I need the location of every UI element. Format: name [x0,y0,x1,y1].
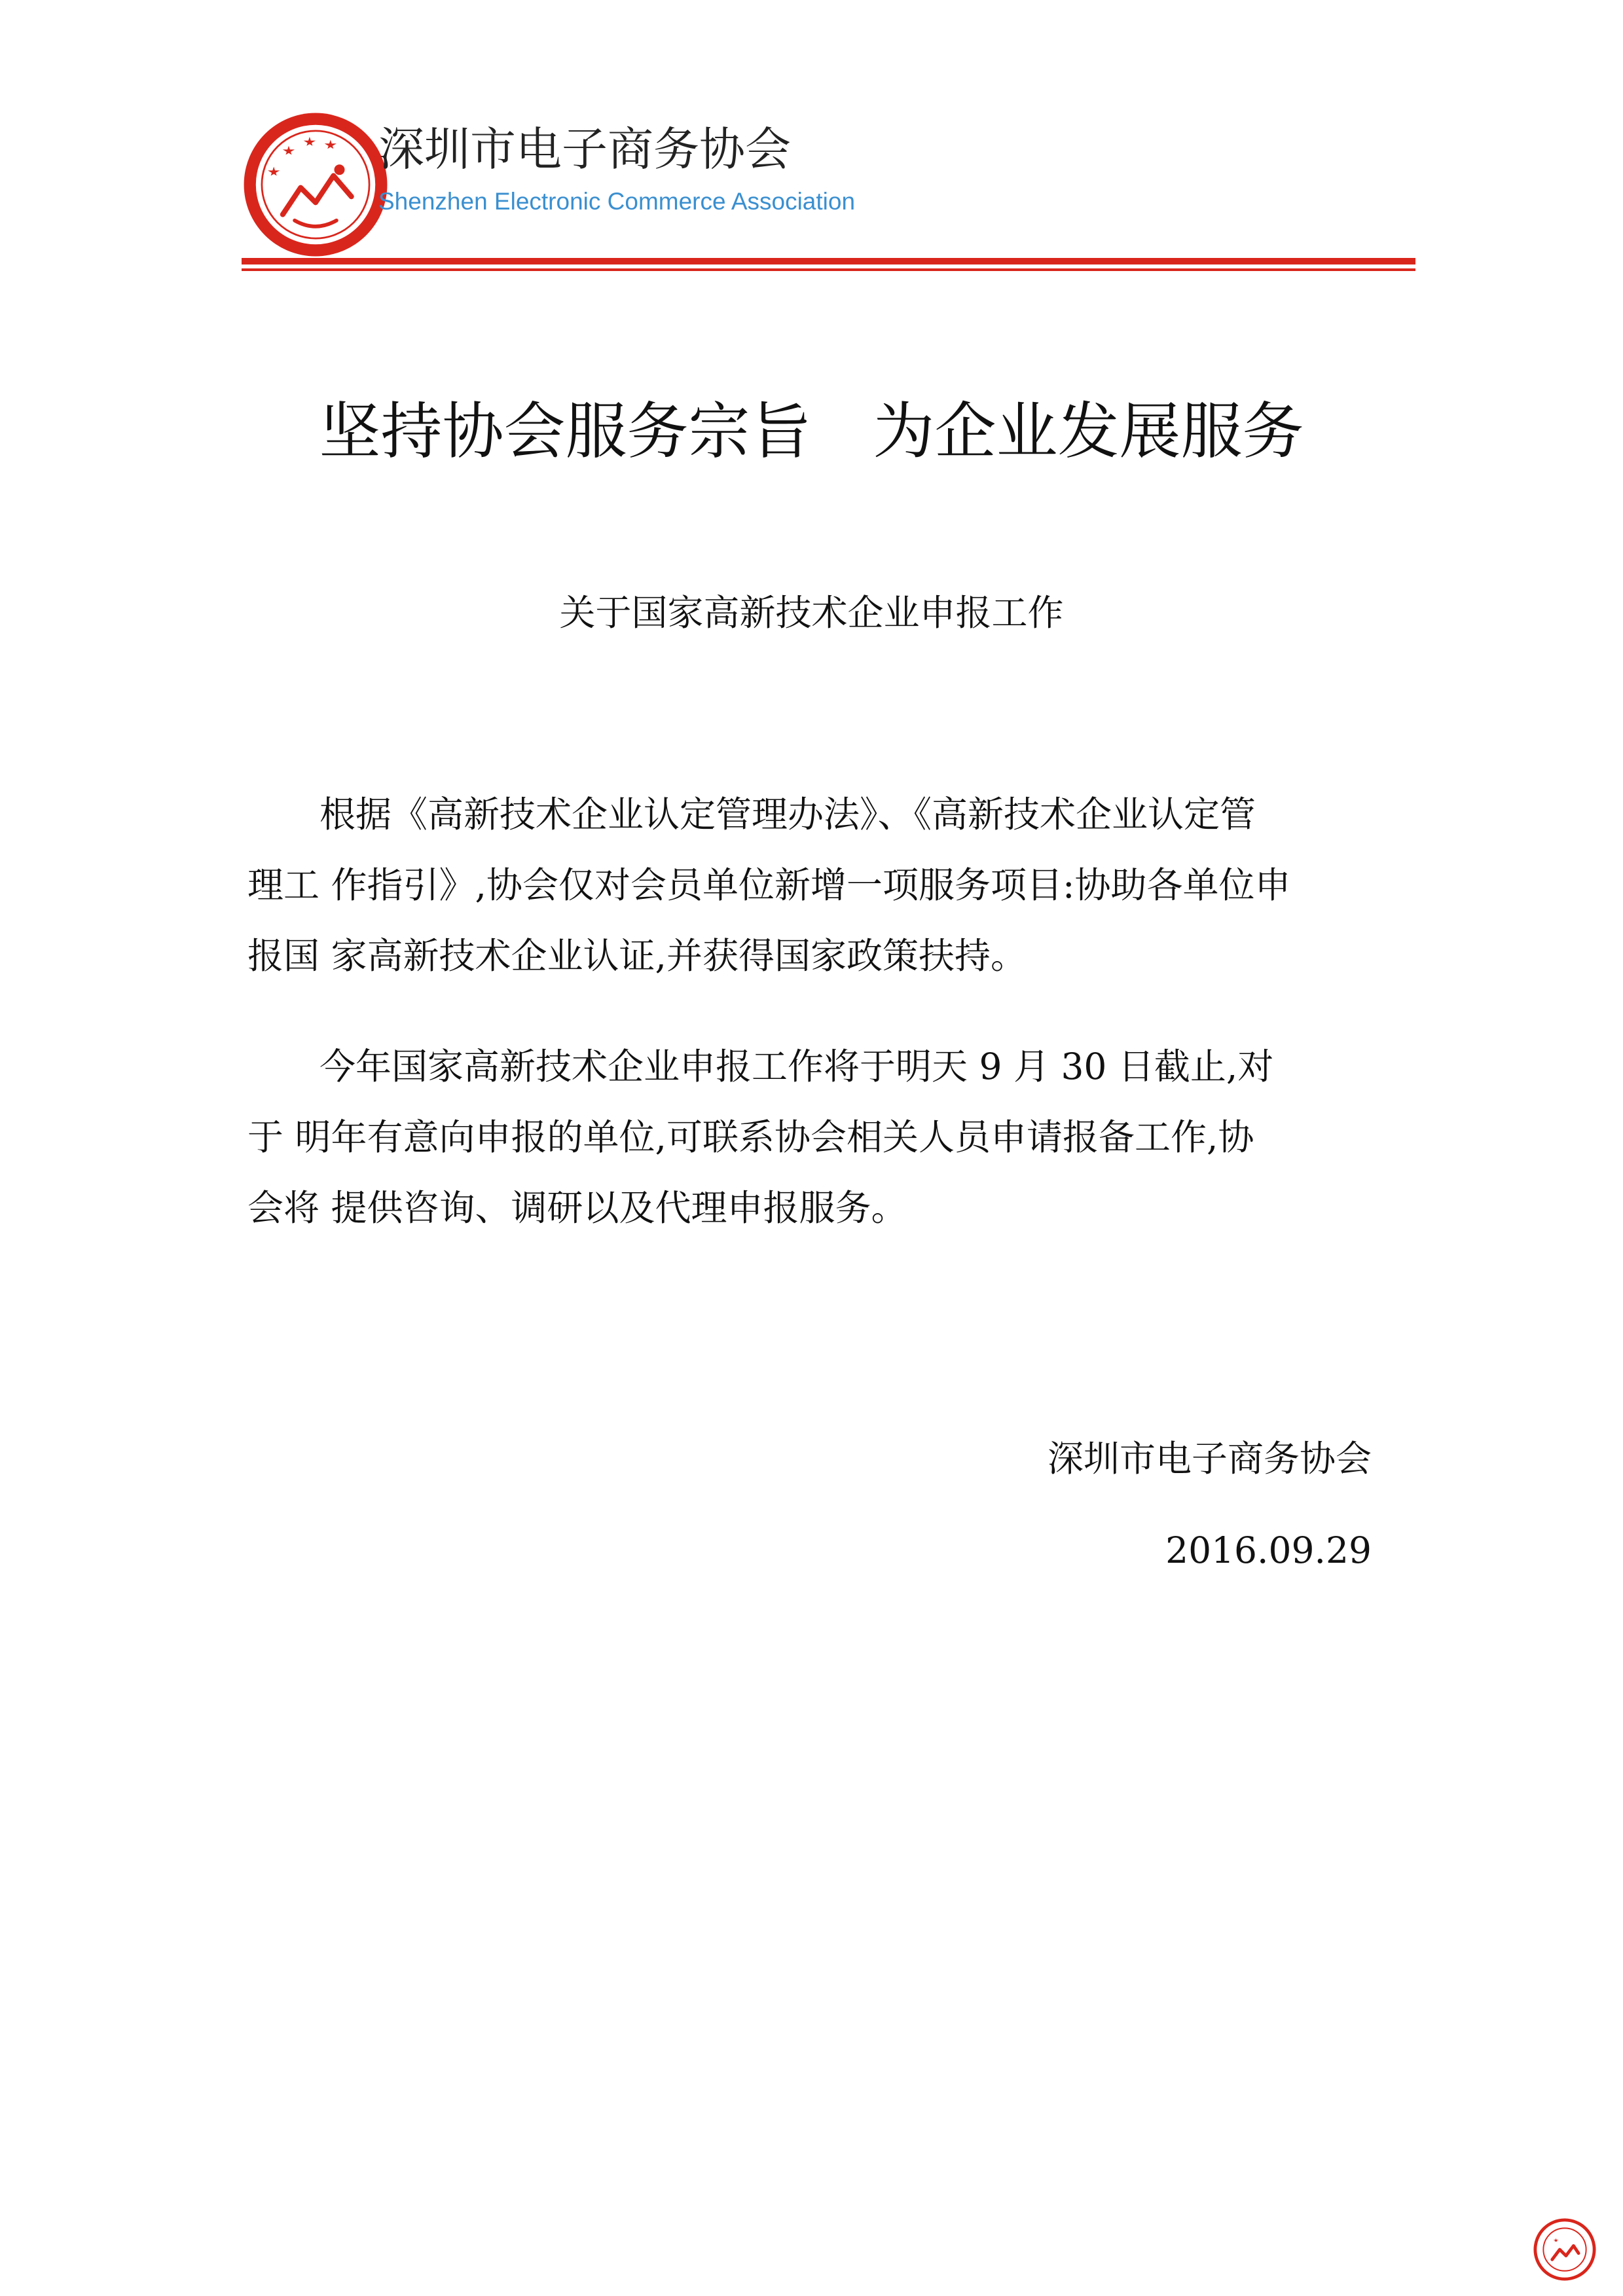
corner-seal-icon [1533,2218,1596,2281]
paragraph-line: 于 明年有意向申报的单位,可联系协会相关人员申请报备工作,协 [247,1116,1254,1158]
header-rule-thin [242,268,1415,271]
document-headline: 坚持协会服务宗旨 为企业发展服务 [319,396,1304,467]
association-seal-logo-icon [241,110,390,259]
paragraph-line: 报国 家高新技术企业认证,并获得国家政策扶持。 [247,935,1027,977]
org-name-cn: 深圳市电子商务协会 [378,122,791,176]
paragraph-line: 今年国家高新技术企业申报工作将于明天 9 月 30 日截止,对 [319,1046,1274,1087]
paragraph-line: 会将 提供咨询、调研以及代理申报服务。 [247,1187,907,1229]
header-rule-thick [242,258,1415,264]
paragraph-line: 理工 作指引》,协会仅对会员单位新增一项服务项目:协助各单位申 [247,864,1291,906]
signer-name: 深圳市电子商务协会 [1047,1438,1372,1480]
document-date: 2016.09.29 [1165,1529,1372,1571]
body-paragraph-2 [247,1031,1387,1243]
body-paragraph-1 [247,779,1387,991]
org-name-en: Shenzhen Electronic Commerce Association [378,188,856,215]
document-subtitle: 关于国家高新技术企业申报工作 [559,592,1064,634]
paragraph-line: 根据《高新技术企业认定管理办法》、《高新技术企业认定管 [319,793,1256,835]
